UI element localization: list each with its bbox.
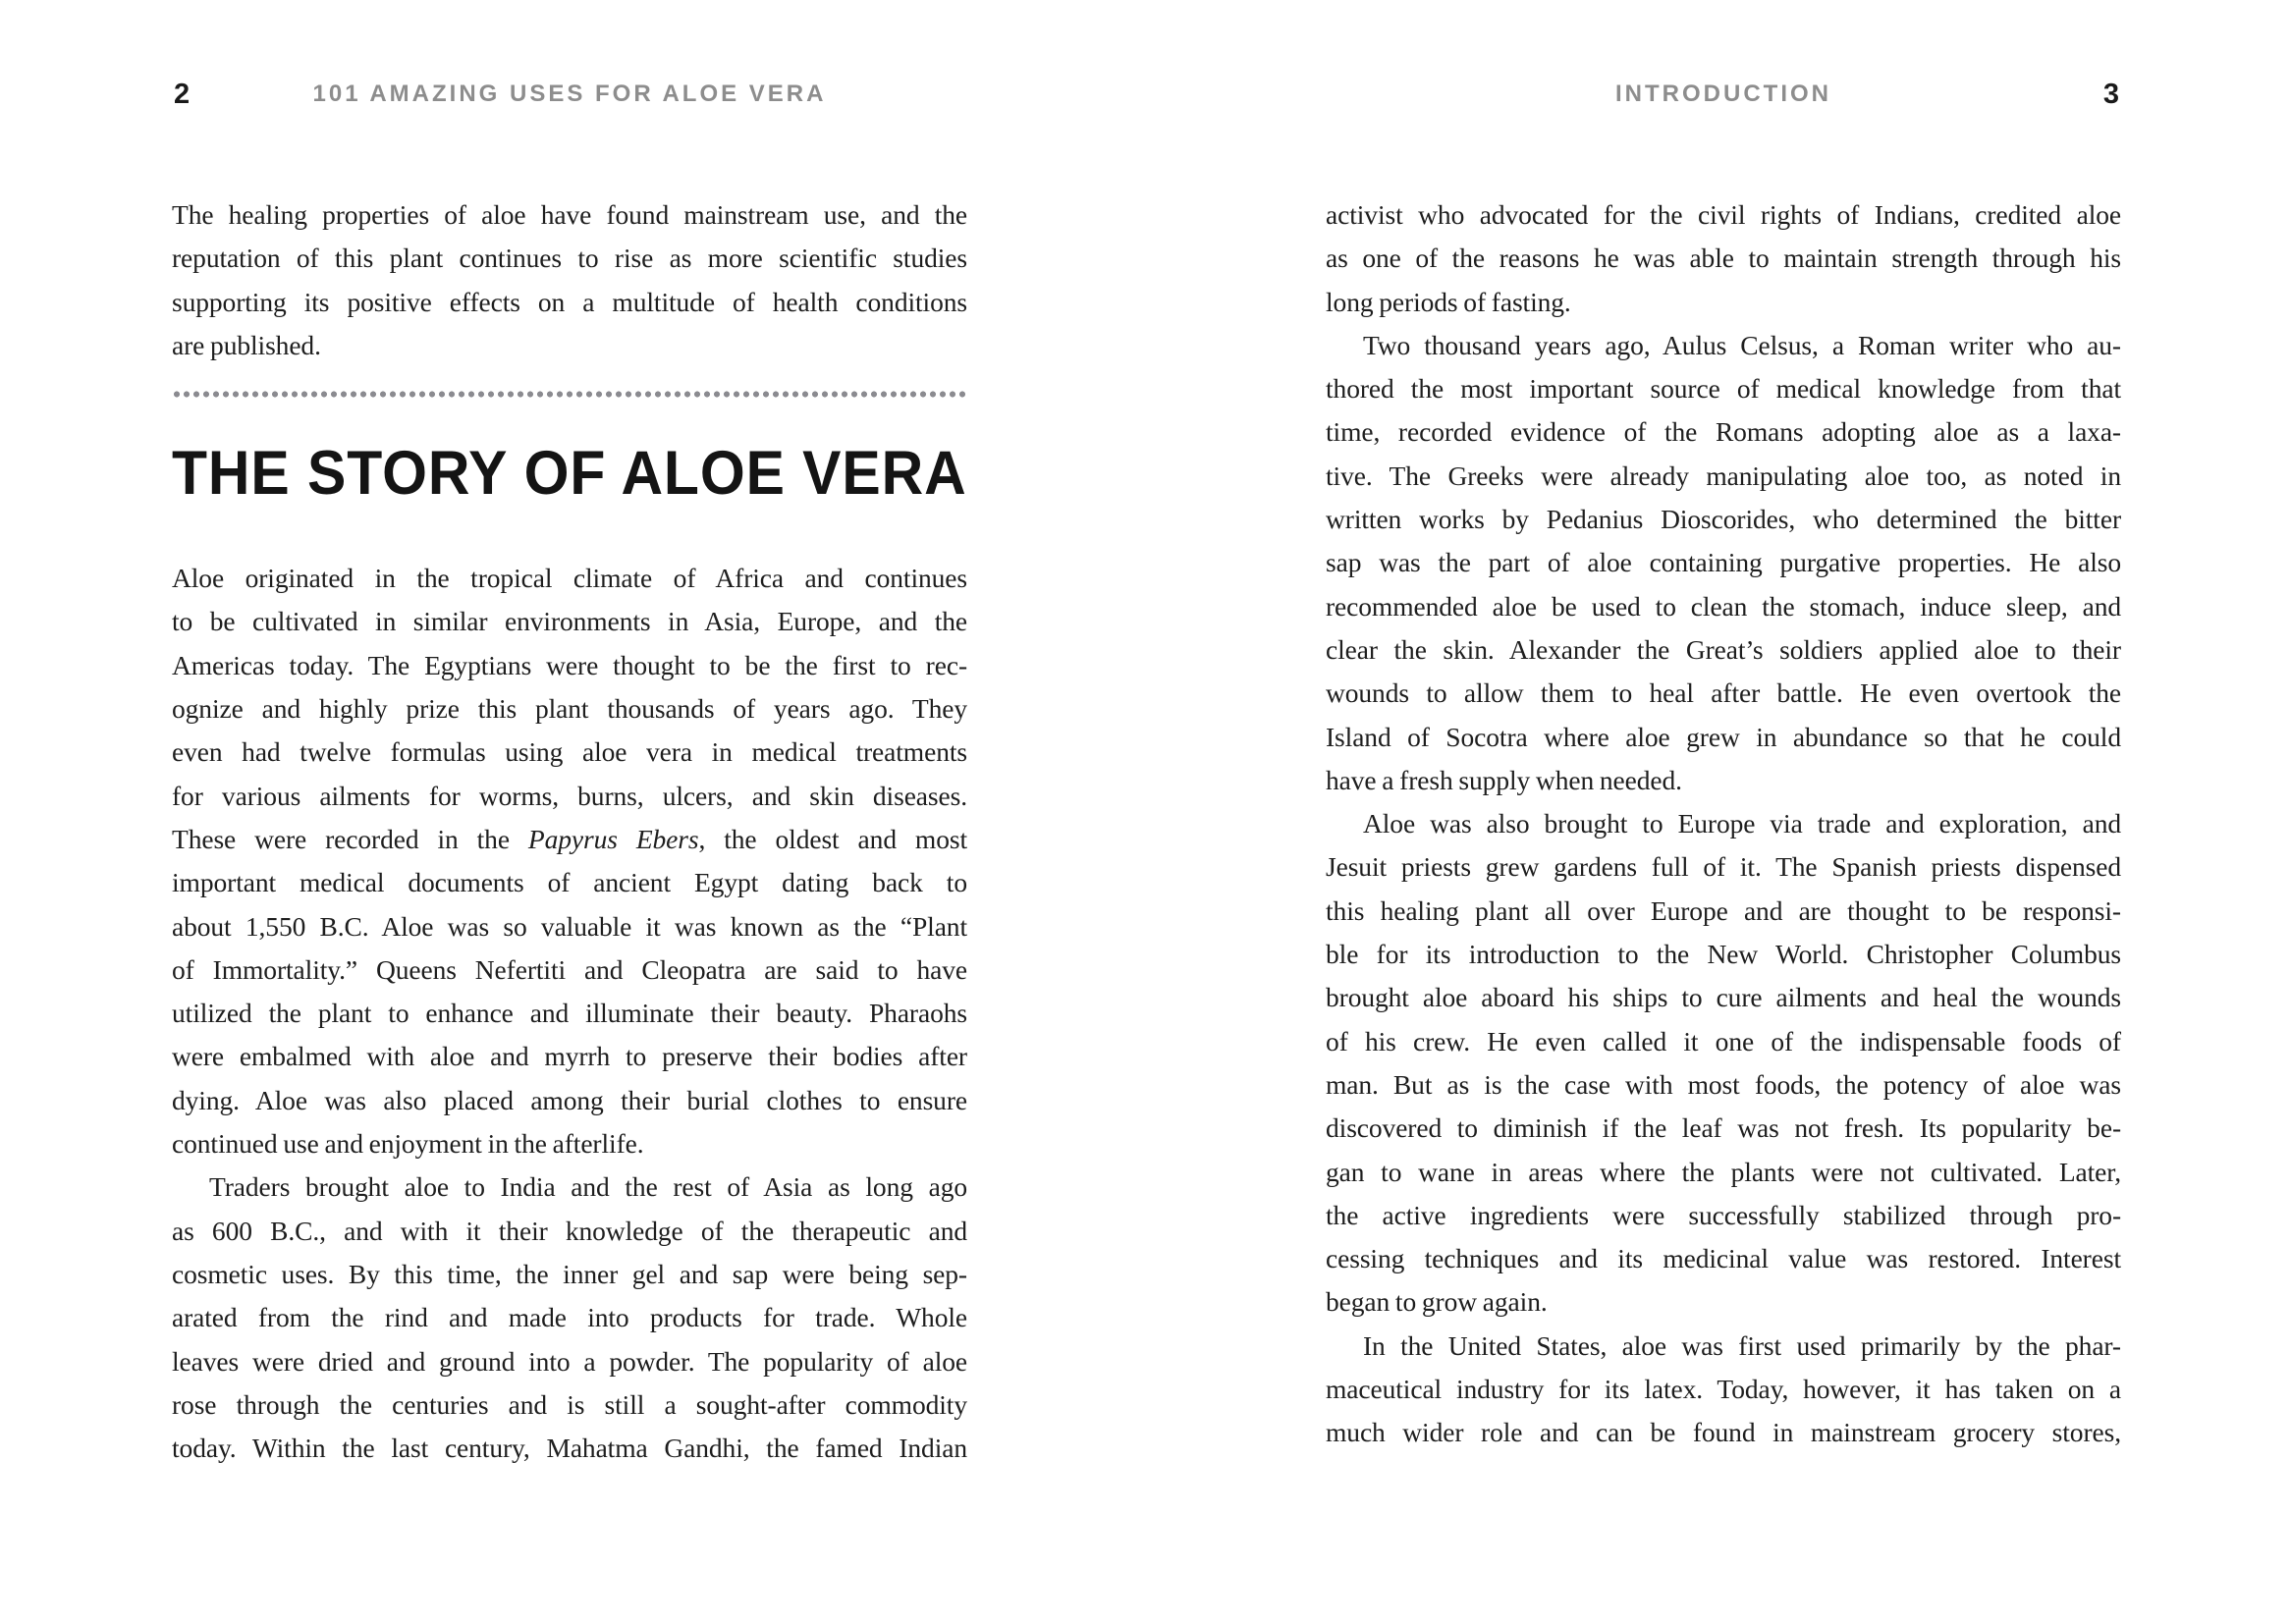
story-paragraph-1: [172, 557, 967, 1165]
text-line: maceutical industry for its latex. Today, however, it has taken on a: [1326, 1374, 2121, 1405]
text-line: dying. Aloe was also placed among their burial clothes to ensure: [172, 1084, 967, 1115]
text-line: discovered to diminish if the leaf was not fresh. Its popularity be-: [1326, 1112, 2121, 1144]
paragraph-united-states: [1326, 1325, 2121, 1455]
text-line: reputation of this plant continues to rise as more scientific studies: [172, 243, 967, 274]
paragraph-europe-new-world: [1326, 802, 2121, 1325]
text-line: gan to wane in areas where the plants were not cultivated. Later,: [1326, 1156, 2121, 1187]
text-line: man. But as is the case with most foods, the potency of aloe was: [1326, 1068, 2121, 1100]
text-line: much wider role and can be found in mainstream grocery stores,: [1326, 1417, 2121, 1448]
page-number-left: 2: [174, 79, 191, 110]
page-right-header: [1326, 75, 2121, 114]
text-line: cessing techniques and its medicinal value was restored. Interest: [1326, 1243, 2121, 1274]
text-line: began to grow again.: [1326, 1286, 1548, 1318]
text-line: to be cultivated in similar environments in Asia, Europe, and the: [172, 606, 967, 637]
page-number-right: 3: [2102, 79, 2119, 110]
text-line: recommended aloe be used to clean the stomach, induce sleep, and: [1326, 590, 2121, 622]
text-line: written works by Pedanius Dioscorides, who determined the bitter: [1326, 504, 2121, 535]
text-line: were embalmed with aloe and myrrh to preserve their bodies after: [172, 1041, 967, 1072]
text-line: wounds to allow them to heal after battle. He even overtook the: [1326, 677, 2121, 709]
paragraph-roman-history: [1326, 324, 2121, 802]
page-right: [1326, 0, 2121, 1624]
right-text-column: [1326, 193, 2121, 1455]
text-line: tive. The Greeks were already manipulating aloe too, as noted in: [1326, 460, 2121, 491]
text-line: Americas today. The Egyptians were thought to be the first to rec-: [172, 649, 967, 680]
text-line: ognize and highly prize this plant thousands of years ago. They: [172, 693, 967, 725]
section-divider: [172, 391, 967, 398]
text-line: supporting its positive effects on a multitude of health conditions: [172, 286, 967, 317]
text-line: are published.: [172, 329, 321, 360]
text-line: Aloe originated in the tropical climate of Africa and continues: [172, 563, 967, 594]
text-line: ble for its introduction to the New World. Christopher Columbus: [1326, 939, 2121, 970]
text-line: Aloe was also brought to Europe via trade and exploration, and: [1363, 808, 2121, 839]
section-title: THE STORY OF ALOE VERA: [172, 439, 967, 509]
story-paragraph-2: [172, 1165, 967, 1470]
page-left-header: [172, 75, 967, 114]
text-line: These were recorded in the Papyrus Ebers, the oldest and most: [172, 823, 968, 854]
text-line: rose through the centuries and is still a sought-after commodity: [172, 1388, 967, 1420]
text-line: of Immortality.” Queens Nefertiti and Cleopatra are said to have: [172, 953, 967, 985]
text-line: utilized the plant to enhance and illuminate their beauty. Pharaohs: [172, 998, 967, 1029]
text-line: sap was the part of aloe containing purgative properties. He also: [1326, 547, 2121, 578]
intro-paragraph: [172, 193, 967, 367]
text-line: even had twelve formulas using aloe vera in medical treatments: [172, 736, 967, 768]
text-line: have a fresh supply when needed.: [1326, 764, 1682, 795]
text-line: this healing plant all over Europe and are thought to be responsi-: [1326, 894, 2121, 926]
text-line: clear the skin. Alexander the Great’s soldiers applied aloe to their: [1326, 633, 2121, 665]
text-line: for various ailments for worms, burns, ulcers, and skin diseases.: [172, 780, 967, 811]
text-line: arated from the rind and made into products for trade. Whole: [172, 1302, 967, 1333]
text-line: today. Within the last century, Mahatma Gandhi, the famed Indian: [172, 1433, 967, 1464]
text-line: as one of the reasons he was able to maintain strength through his: [1326, 243, 2121, 274]
text-line: The healing properties of aloe have found mainstream use, and the: [172, 199, 967, 230]
text-line: continued use and enjoyment in the afterlife.: [172, 1128, 644, 1160]
continued-paragraph: [1326, 193, 2121, 324]
text-line: important medical documents of ancient Egypt dating back to: [172, 867, 967, 898]
text-line: of his crew. He even called it one of the indispensable foods of: [1326, 1025, 2121, 1056]
running-head-right: INTRODUCTION: [1615, 81, 1831, 107]
text-line: Two thousand years ago, Aulus Celsus, a Roman writer who au-: [1363, 329, 2121, 360]
text-line: cosmetic uses. By this time, the inner gel and sap were being sep-: [172, 1258, 967, 1289]
text-line: thored the most important source of medical knowledge from that: [1326, 373, 2121, 405]
text-line: In the United States, aloe was first used primarily by the phar-: [1363, 1329, 2121, 1361]
left-text-column: [172, 193, 967, 1470]
text-line: leaves were dried and ground into a powder. The popularity of aloe: [172, 1345, 967, 1377]
text-line: brought aloe aboard his ships to cure ailments and heal the wounds: [1326, 982, 2121, 1013]
text-line: time, recorded evidence of the Romans adopting aloe as a laxa-: [1326, 416, 2121, 448]
page-left: [172, 0, 967, 1624]
text-line: Traders brought aloe to India and the rest of Asia as long ago: [209, 1171, 967, 1203]
text-line: activist who advocated for the civil rights of Indians, credited aloe: [1326, 199, 2121, 230]
text-line: about 1,550 B.C. Aloe was so valuable it was known as the “Plant: [172, 910, 967, 942]
running-head-left: 101 AMAZING USES FOR ALOE VERA: [312, 81, 827, 107]
text-line: long periods of fasting.: [1326, 286, 1571, 317]
text-line: as 600 B.C., and with it their knowledge of the therapeutic and: [172, 1215, 967, 1246]
text-line: Island of Socotra where aloe grew in abundance so that he could: [1326, 721, 2121, 752]
text-line: the active ingredients were successfully stabilized through pro-: [1326, 1199, 2121, 1230]
text-line: Jesuit priests grew gardens full of it. The Spanish priests dispensed: [1326, 851, 2121, 883]
